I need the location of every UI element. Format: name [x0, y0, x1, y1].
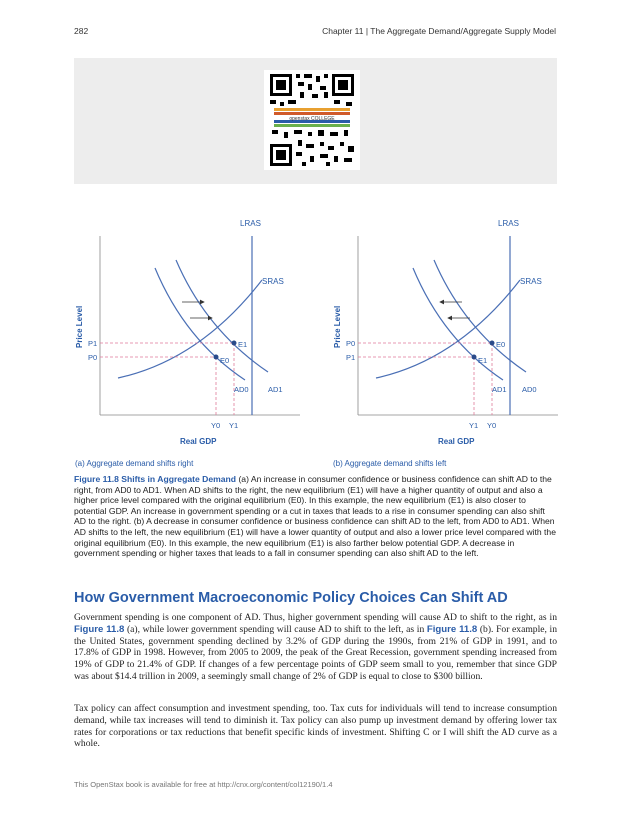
- label-xlabel-a: Real GDP: [180, 437, 217, 446]
- point-e1-b: [472, 355, 477, 360]
- chapter-title: Chapter 11 | The Aggregate Demand/Aggregate Supply Model: [322, 26, 556, 36]
- label-ad1-b: AD1: [492, 385, 507, 394]
- ad1-curve-b: [413, 268, 506, 380]
- point-e0-b: [490, 341, 495, 346]
- label-e0-a: E0: [220, 356, 230, 365]
- label-y1-b: Y1: [469, 421, 479, 430]
- label-y0-a: Y0: [211, 421, 221, 430]
- figure-caption: [74, 474, 557, 559]
- label-p1-a: P1: [88, 339, 98, 348]
- paragraph-1: [74, 612, 557, 683]
- figure-link-2[interactable]: Figure 11.8: [426, 623, 478, 635]
- label-p0-b: P0: [346, 339, 356, 348]
- caption-text: (a) An increase in consumer confidence or business confidence can shift AD to the right, from AD0 to AD1. When AD shifts to the right, the new equilibrium (E1) will have a higher quantity of output and also a higher price level compared with the original equilibrium (E0). In this example, the new equilibrium (E1) is also closer to potential GDP. An increase in government spending or a cut in taxes that leads to a rise in consumer spending can also shift AD to the right. (b) A decrease in consumer confidence or business confidence can shift AD to the left, from AD0 to AD1. When AD shifts to the left, the new equilibrium (E1) will have a lower quantity of output and also a lower price level compared with the original equilibrium (E0). In this example, the new equilibrium (E1) is also farther below potential GDP. A decrease in government spending or higher taxes that leads to a fall in consumer spending can also shift AD to the left.: [74, 474, 556, 559]
- point-e0-a: [214, 355, 219, 360]
- panel-b: [333, 219, 558, 468]
- label-e1-a: E1: [238, 340, 248, 349]
- page-footer: This OpenStax book is available for free at http://cnx.org/content/col12190/1.4: [74, 780, 333, 789]
- label-e1-b: E1: [478, 356, 488, 365]
- figure-11-8: [0, 210, 630, 472]
- label-ylabel-a: Price Level: [75, 305, 84, 348]
- p1-part-c: (b). For example, in the United States, government spending declined by 3.2% of GDP during the 1990s, from 21% of GDP in 1991, and to 17.8% of GDP in 1998. However, from 2005 to 2009, the peak of the Great Recession, government spending increased from 19% of GDP to 21.4% of GDP. If changes of a few percentage points of GDP seem small to you, remember that since GDP was about $14.4 trillion in 2009, a seemingly small change of 2% of GDP is equal to close to $300 billion.: [74, 623, 557, 682]
- label-ad1-a: AD1: [268, 385, 283, 394]
- label-y0-b: Y0: [487, 421, 497, 430]
- label-sras-a: SRAS: [262, 277, 284, 286]
- label-ylabel-b: Price Level: [333, 305, 342, 348]
- paragraph-2: Tax policy can affect consumption and investment spending, too. Tax cuts for individuals will tend to increase consumption demand, while tax increases will tend to diminish it. Tax policy can also pump up investment demand by offering lower tax rates for corporations or tax reductions that benefit specific kinds of investment. Shifting C or I will shift the AD curve as a whole.: [74, 703, 557, 750]
- label-p0-a: P0: [88, 353, 98, 362]
- openstax-logo: openstax COLLEGE: [289, 116, 335, 122]
- label-ad0-a: AD0: [234, 385, 249, 394]
- subcaption-b: (b) Aggregate demand shifts left: [333, 459, 447, 468]
- subcaption-a: (a) Aggregate demand shifts right: [75, 459, 194, 468]
- label-sras-b: SRAS: [520, 277, 542, 286]
- label-xlabel-b: Real GDP: [438, 437, 475, 446]
- caption-title: Figure 11.8 Shifts in Aggregate Demand: [74, 474, 237, 484]
- qr-code[interactable]: [264, 70, 360, 170]
- panel-a: [75, 219, 300, 468]
- label-y1-a: Y1: [229, 421, 239, 430]
- label-lras-b: LRAS: [498, 219, 519, 228]
- figure-link-1[interactable]: Figure 11.8: [74, 623, 125, 635]
- ad0-curve-a: [155, 268, 248, 380]
- page-number: 282: [74, 26, 89, 36]
- point-e1-a: [232, 341, 237, 346]
- label-lras-a: LRAS: [240, 219, 261, 228]
- section-heading: How Government Macroeconomic Policy Choices Can Shift AD: [74, 590, 508, 606]
- label-e0-b: E0: [496, 340, 506, 349]
- label-ad0-b: AD0: [522, 385, 537, 394]
- p1-part-a: Government spending is one component of AD. Thus, higher government spending will cause AD to shift to the right, as in: [74, 612, 557, 623]
- label-p1-b: P1: [346, 353, 356, 362]
- p1-part-b: (a), while lower government spending will cause AD to shift to the left, as in: [126, 623, 425, 635]
